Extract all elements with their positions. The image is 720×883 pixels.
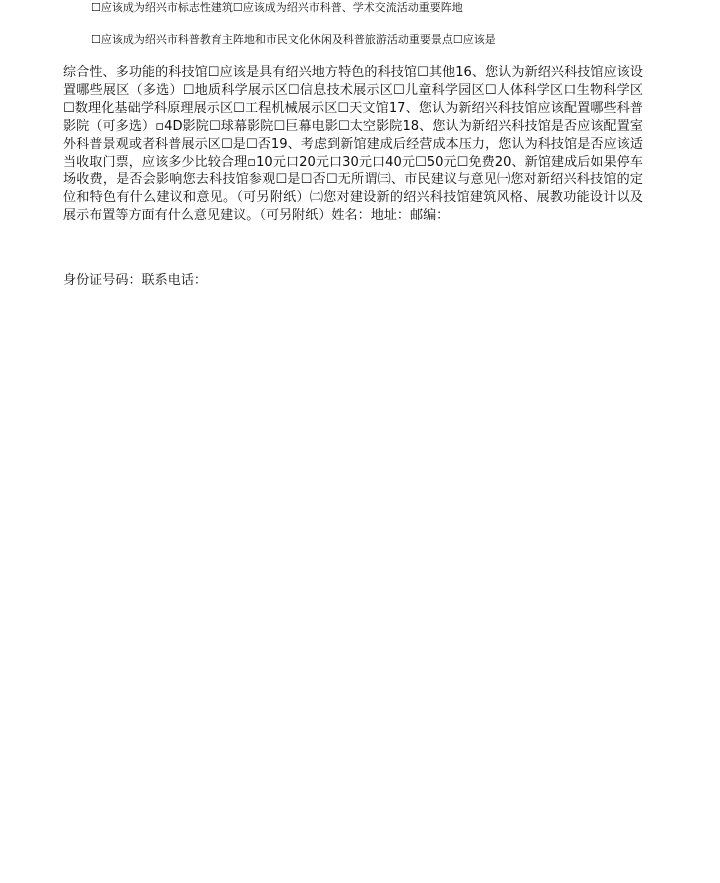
survey-questions-paragraph: 综合性、多功能的科技馆☐应该是具有绍兴地方特色的科技馆☐其他16、您认为新绍兴科技馆应该设置哪些展区（多选）☐地质科学展示区☐信息技术展示区☐儿童科学园区☐人体科学区口生物科学区☐数理化基础学科原理展示区☐工程机械展示区☐天文馆17、您认为新绍兴科技馆应该配置哪些科普影院（可多选）▫4D影院☐球幕影院☐巨幕电影☐太空影院18、您认为新绍兴科技馆是否应该配置室外科普景观或者科普展示区☐是☐否19、考虑到新馆建成后经营成本压力，您认为科技馆是否应该适当收取门票，应该多少比较合理▫10元口20元口30元口40元☐50元☐免费20、新馆建成后如果停车场收费，是否会影响您去科技馆参观☐是☐否☐无所谓㈢、市民建议与意见㈠您对新绍兴科技馆的定位和特色有什么建议和意见。（可另附纸）㈡您对建设新的绍兴科技馆建筑风格、展教功能设计以及展示布置等方面有什么意见建议。（可另附纸）姓名：地址：邮编：	[63, 65, 643, 224]
survey-option-line-1: ☐应该成为绍兴市标志性建筑☐应该成为绍兴市科普、学术交流活动重要阵地	[91, 1, 463, 14]
survey-option-line-2: ☐应该成为绍兴市科普教育主阵地和市民文化休闲及科普旅游活动重要景点☐应该是	[91, 33, 496, 46]
id-phone-line: 身份证号码：联系电话：	[63, 273, 208, 288]
